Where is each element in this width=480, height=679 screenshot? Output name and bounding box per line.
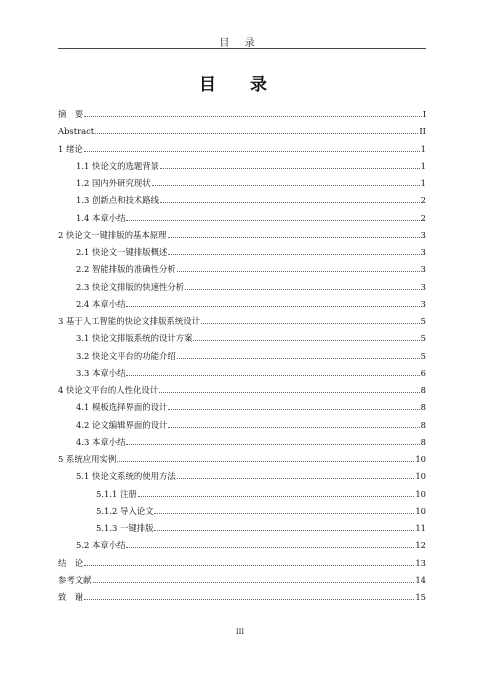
toc-entry[interactable] [58,382,426,399]
toc-entry-page: 8 [420,385,426,395]
toc-dot-leader [154,513,414,514]
toc-entry-label: 5.1.1 注册 [96,488,137,499]
toc-entry-page: 10 [415,471,426,482]
toc-entry-label: 参考文献 [58,574,92,585]
toc-entry-page: 2 [420,212,426,223]
toc-dot-leader [84,565,414,566]
toc-entry-label: 3.3 本章小结 [76,367,126,378]
toc-entry-page: 5 [420,350,426,361]
toc-entry-page: 3 [420,247,426,257]
toc-entry[interactable] [58,330,426,347]
toc-dot-leader [177,271,420,272]
toc-dot-leader [168,254,419,255]
toc-entry[interactable] [58,503,426,520]
toc-entry-label: 5.2 本章小结 [76,540,126,551]
toc-entry-label: 3.2 快论文平台的功能介绍 [76,350,176,361]
toc-dot-leader [168,409,419,410]
toc-dot-leader [201,323,420,324]
toc-entry-page: 10 [415,505,426,516]
toc-entry[interactable] [58,434,426,451]
toc-entry[interactable] [58,175,426,192]
toc-dot-leader [160,168,420,169]
toc-entry-label: 1.4 本章小结 [76,212,126,223]
toc-dot-leader [193,340,419,341]
toc-entry-label: 1.2 国内外研究现状 [76,178,151,188]
toc-entry-page: 12 [415,540,426,551]
toc-entry-page: 3 [420,281,426,292]
toc-dot-leader [168,427,419,428]
toc-entry[interactable] [58,158,426,175]
toc-entry[interactable] [58,399,426,416]
toc-list [58,106,426,606]
toc-entry-label: 2.2 智能排版的准确性分析 [76,264,176,275]
toc-entry-label: 3 基于人工智能的快论文排版系统设计 [58,316,200,326]
toc-entry[interactable] [58,106,426,123]
toc-entry[interactable] [58,348,426,365]
toc-entry-page: 3 [420,264,426,275]
toc-entry[interactable] [58,486,426,503]
toc-entry[interactable] [58,244,426,261]
toc-entry-page: 8 [420,436,426,447]
toc-dot-leader [152,185,420,186]
toc-entry-page: 5 [420,333,426,344]
toc-entry-page: 11 [415,523,426,533]
toc-entry[interactable] [58,537,426,554]
toc-dot-leader [117,461,414,462]
toc-entry-label: 5.1.3 一键排版 [96,523,154,533]
toc-dot-leader [126,547,414,548]
toc-dot-leader [159,392,420,393]
toc-entry[interactable] [58,261,426,278]
toc-entry-label: 2.3 快论文排版的快速性分析 [76,281,185,292]
toc-entry-label: 4.1 模板选择界面的设计 [76,402,168,413]
toc-dot-leader [177,478,415,479]
toc-entry-page: 13 [415,557,426,568]
toc-entry-page: 14 [415,574,426,585]
toc-dot-leader [177,358,420,359]
toc-entry-page: 10 [415,454,426,464]
toc-entry[interactable] [58,417,426,434]
toc-title: 目 录 [199,75,281,95]
toc-dot-leader [84,116,422,117]
toc-entry-label: 摘 要 [58,109,84,119]
toc-dot-leader [126,220,419,221]
toc-dot-leader [154,530,414,531]
toc-dot-leader [126,444,419,445]
toc-entry-page: 6 [420,367,426,378]
toc-entry-label: 1.1 快论文的选题背景 [76,160,159,171]
header-rule [58,48,426,49]
toc-entry[interactable] [58,141,426,158]
toc-entry[interactable] [58,451,426,468]
toc-entry-page: 8 [420,419,426,430]
toc-entry[interactable] [58,279,426,296]
toc-entry-label: 2.1 快论文一键排版概述 [76,247,168,257]
toc-entry-page: 5 [420,316,426,326]
toc-entry-page: 2 [420,195,426,206]
toc-dot-leader [138,496,415,497]
toc-entry-label: 4.3 本章小结 [76,436,126,447]
toc-entry[interactable] [58,572,426,589]
toc-entry-label: 2.4 本章小结 [76,298,126,309]
toc-entry-page: 3 [420,298,426,309]
toc-entry-page: 10 [415,488,426,499]
toc-entry-label: 3.1 快论文排版系统的设计方案 [76,333,193,344]
toc-dot-leader [185,289,420,290]
toc-entry[interactable] [58,520,426,537]
toc-entry-label: 4 快论文平台的人性化设计 [58,385,159,395]
toc-entry-page: 1 [420,160,426,171]
running-header: 目 录 [219,38,261,49]
toc-entry-page: I [422,109,426,119]
toc-dot-leader [93,582,415,583]
toc-dot-leader [95,133,418,134]
toc-entry[interactable] [58,555,426,572]
toc-entry-page: 1 [420,143,426,154]
toc-dot-leader [84,599,414,600]
toc-entry[interactable] [58,313,426,330]
toc-entry-label: 1.3 创新点和技术路线 [76,195,159,206]
toc-entry[interactable] [58,296,426,313]
toc-dot-leader [160,202,420,203]
toc-entry[interactable] [58,589,426,606]
toc-entry[interactable] [58,365,426,382]
toc-entry-label: 1 绪论 [58,143,83,154]
toc-entry-page: 3 [420,229,426,240]
toc-dot-leader [168,237,420,238]
toc-dot-leader [126,306,419,307]
toc-entry[interactable] [58,468,426,485]
toc-dot-leader [84,151,420,152]
toc-entry[interactable] [58,192,426,209]
toc-entry-page: II [419,126,426,137]
toc-entry-label: 5.1 快论文系统的使用方法 [76,471,176,482]
toc-entry-label: 5 系统应用实例 [58,454,117,464]
toc-entry-label: 5.1.2 导入论文 [96,505,154,516]
toc-entry[interactable] [58,227,426,244]
page-number: III [235,628,245,636]
toc-entry-label: 4.2 论文编辑界面的设计 [76,419,168,430]
toc-entry-page: 8 [420,402,426,413]
toc-entry-label: 2 快论文一键排版的基本原理 [58,229,167,240]
toc-entry-label: 结 论 [58,557,84,568]
toc-entry-label: 致 谢 [58,592,84,602]
toc-entry-label: Abstract [58,126,95,137]
toc-entry-page: 15 [415,592,426,602]
toc-entry[interactable] [58,123,426,140]
toc-dot-leader [126,375,419,376]
toc-entry-page: 1 [420,178,426,188]
toc-entry[interactable] [58,210,426,227]
